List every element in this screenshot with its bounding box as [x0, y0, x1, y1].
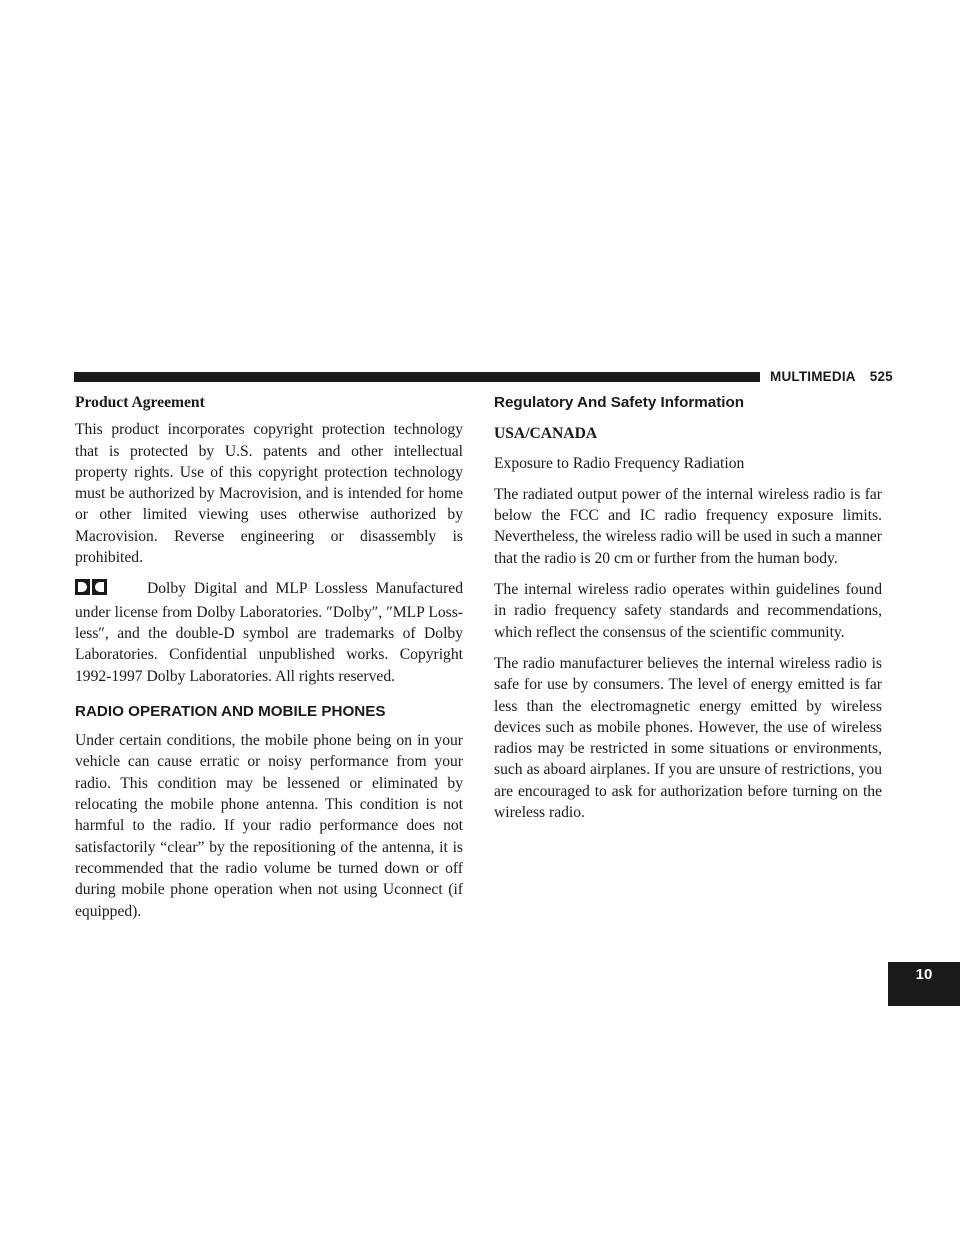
dolby-text: Dolby Digital and MLP Lossless Manufactured under license from Dolby Laboratories. ″Dolby″, ″MLP Lossless″, and the double-D symbol are trademarks of Dolby Laboratories. Confidential unpublished works. Copyright 1992-1997 Dolby Laboratories. All rights reserved. [75, 580, 463, 685]
usa-canada-heading: USA/CANADA [494, 425, 598, 443]
product-agreement-text: This product incorporates copyright protection technology that is protected by U.S. patents and other intellectual property rights. Use of this copyright protection technology must be authorized by Macrovision, and is intended for home or other limited viewing uses otherwise authorized by Macrovision. Reverse engineering or disassembly is prohibited. [75, 421, 463, 567]
page-number: 525 [869, 368, 893, 384]
chapter-tab [888, 962, 960, 1006]
radio-operation-heading: RADIO OPERATION AND MOBILE PHONES [75, 702, 386, 720]
regulatory-paragraph-2: The internal wireless radio operates within guidelines found in radio frequency safety standards and recommendations, which reflect the consensus of the scientific community. [494, 581, 882, 641]
dolby-paragraph [75, 578, 463, 686]
right-column [494, 392, 882, 833]
regulatory-paragraph-3: The radio manufacturer believes the internal wireless radio is safe for use by consumers. The level of energy emitted is far less than the electromagnetic energy emitted by wireless devices such as mobile phones. However, the use of wireless radios may be restricted in some situations or environments, such as aboard airplanes. If you are unsure of restrictions, you are encouraged to ask for authorization before turning on the wireless radio. [494, 654, 882, 822]
regulatory-paragraph-1: The radiated output power of the internal wireless radio is far below the FCC and IC radio frequency exposure limits. Nevertheless, the wireless radio will be used in such a manner that the radio is 20 cm or further from the human body. [494, 485, 882, 567]
dolby-double-d-icon [75, 579, 107, 601]
running-header [770, 366, 893, 386]
exposure-text: Exposure to Radio Frequency Radiation [494, 454, 745, 472]
left-column [75, 392, 463, 932]
header-rule [74, 372, 760, 382]
section-title: MULTIMEDIA [770, 368, 856, 384]
regulatory-heading: Regulatory And Safety Information [494, 394, 745, 411]
radio-operation-text: Under certain conditions, the mobile phone being on in your vehicle can cause erratic or noisy performance from your radio. This condition may be lessened or eliminated by relocating the mobile phone antenna. This condition is not harmful to the radio. If your radio performance does not satisfactorily “clear” by the repositioning of the antenna, it is recommended that the radio volume be turned down or off during mobile phone operation when not using Uconnect (if equipped). [75, 732, 463, 920]
product-agreement-heading: Product Agreement [75, 394, 205, 411]
chapter-number: 10 [915, 966, 933, 983]
